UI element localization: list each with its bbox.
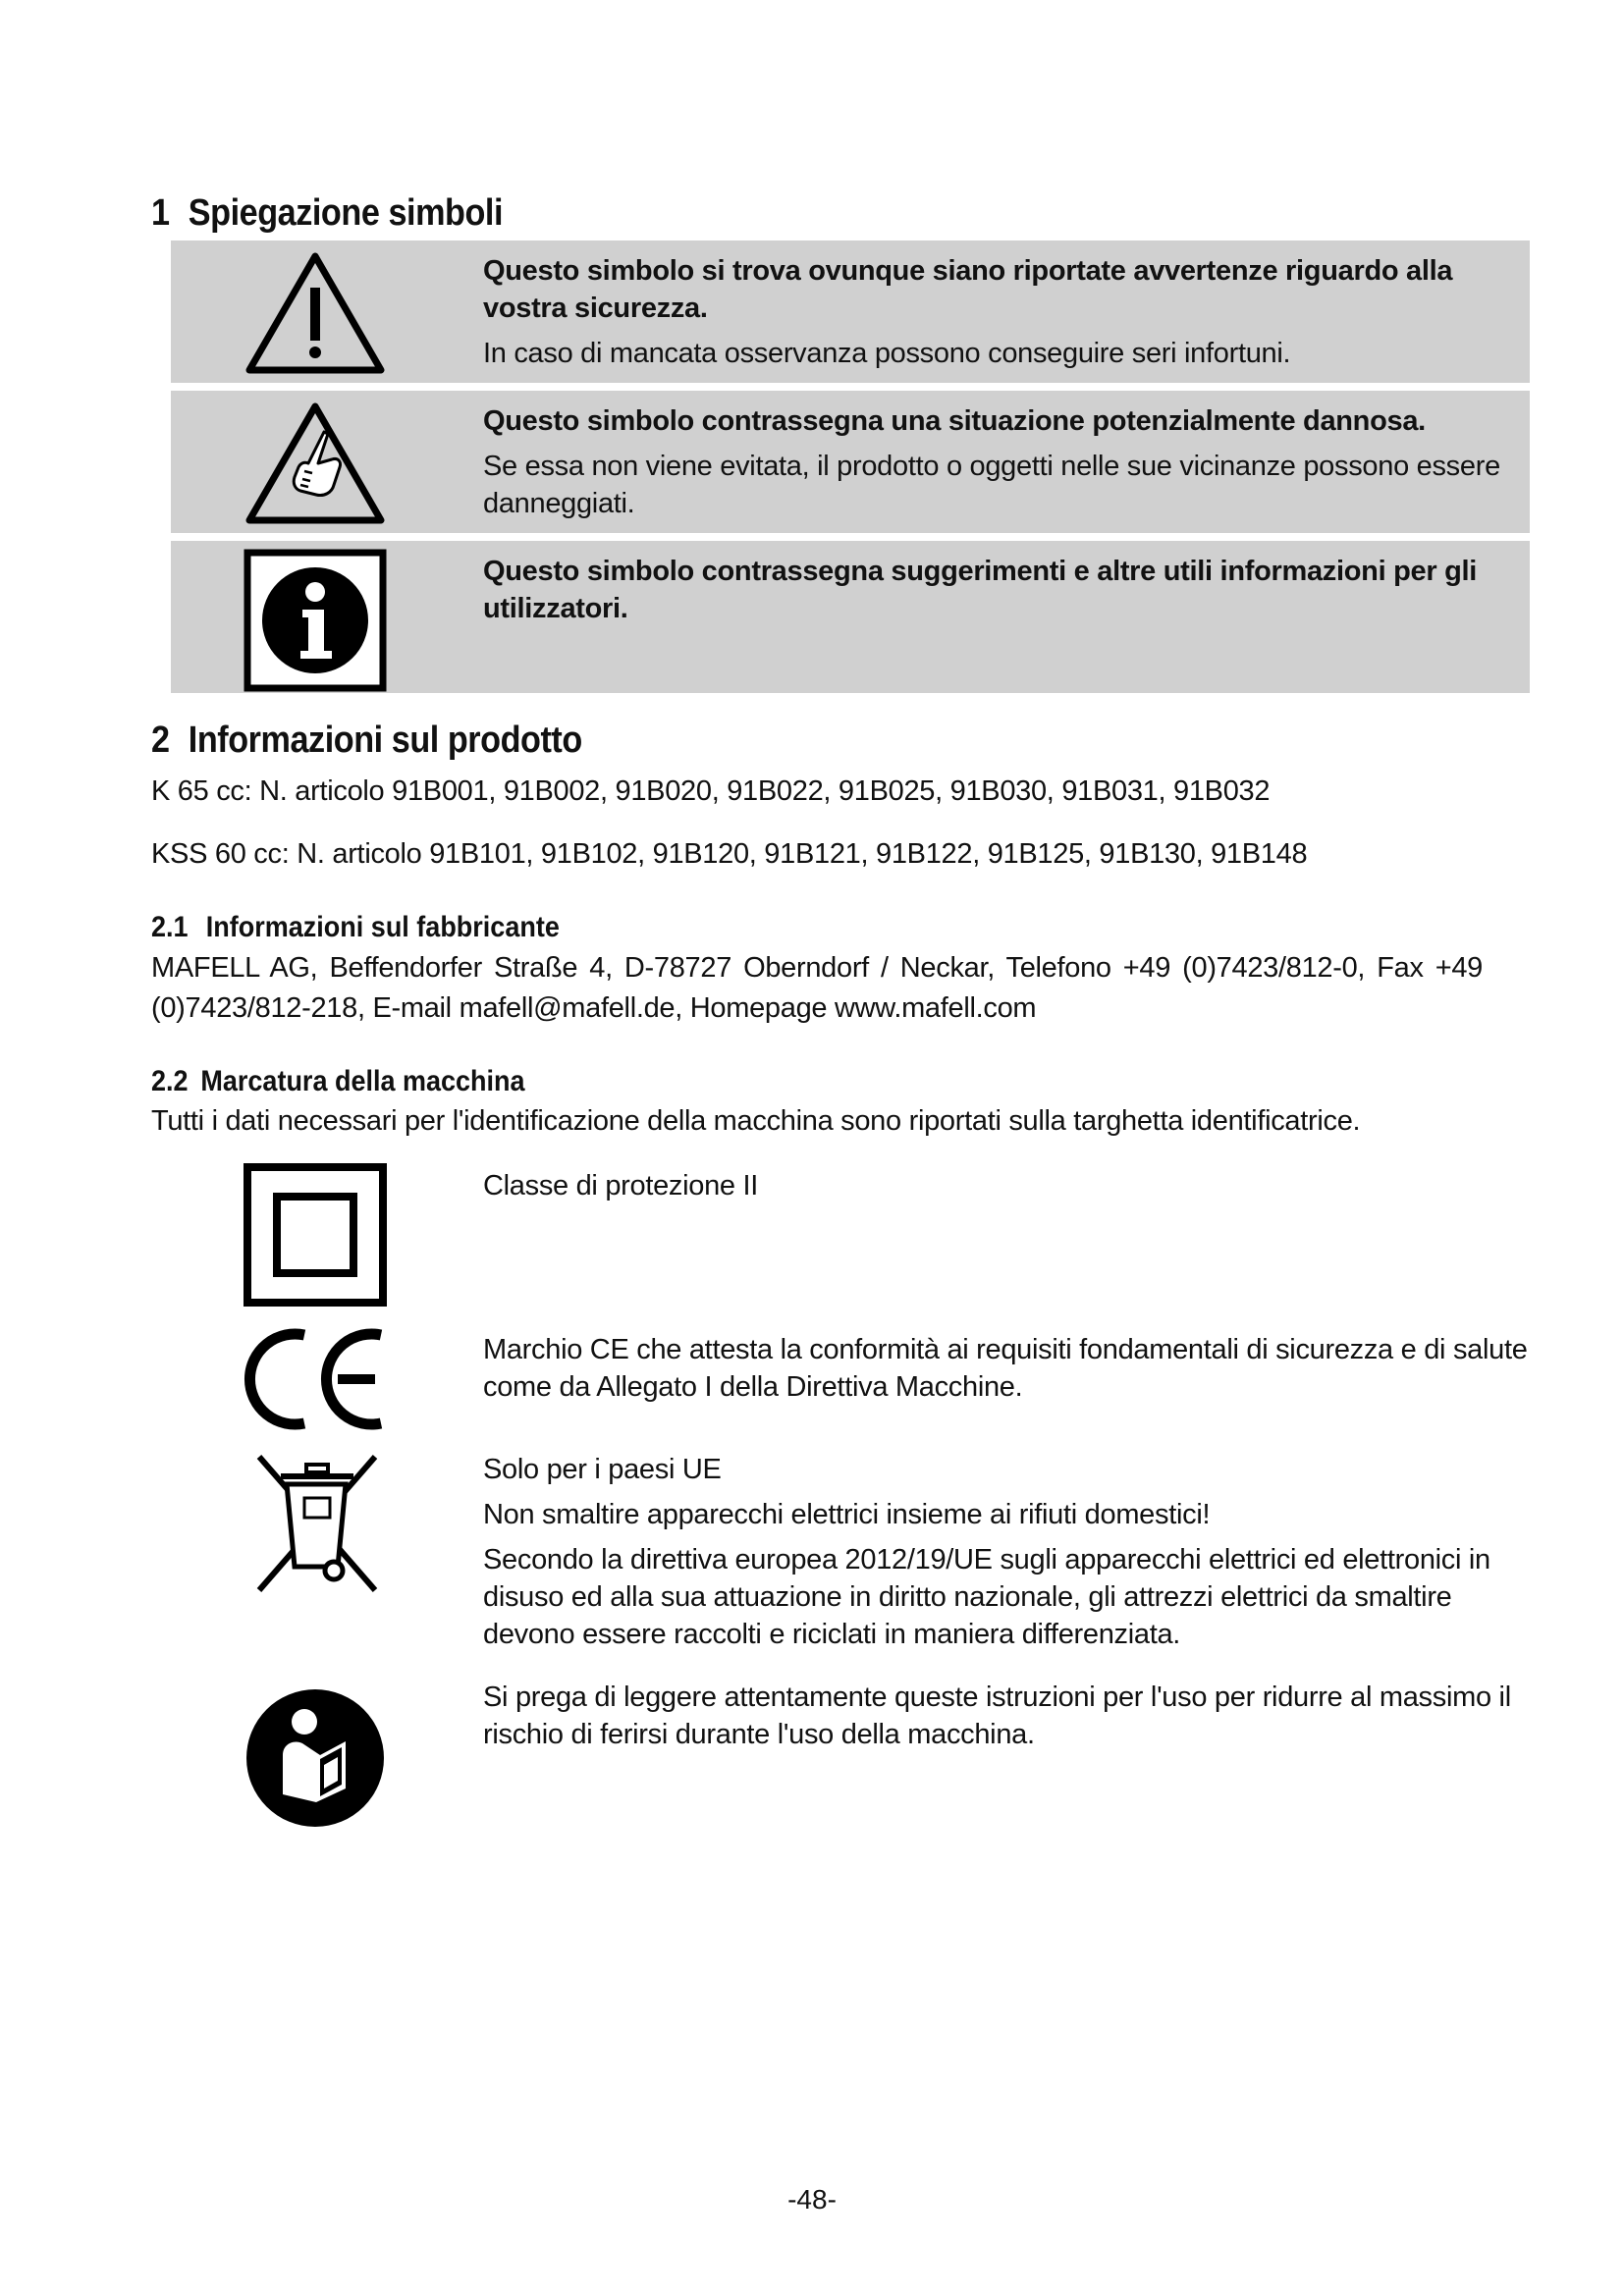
mark-line: Secondo la direttiva europea 2012/19/UE sugli apparecchi elettrici ed elettronici in disuso ed alla sua attuazione in diritto nazionale, gli attrezzi elettrici da smaltire devono essere raccolti e riciclati in maniera differenziata. bbox=[483, 1544, 1490, 1650]
section-number: 1 bbox=[151, 192, 170, 234]
section-1-heading bbox=[151, 192, 503, 235]
section-2-heading bbox=[151, 720, 582, 762]
mark-description bbox=[483, 1167, 1534, 1212]
crossed-bin-icon bbox=[249, 1451, 383, 1603]
symbol-description bbox=[483, 553, 1504, 627]
symbol-description bbox=[483, 252, 1504, 372]
manufacturer-info: MAFELL AG, Beffendorfer Straße 4, D-78727 Oberndorf / Neckar, Telefono +49 (0)7423/812-0, Fax +49 (0)7423/812-218, E-mail mafell@mafell.de, Homepage www.mafell.com bbox=[151, 952, 1483, 1024]
protection-class-ii-icon bbox=[244, 1163, 387, 1311]
symbol-bold-text: Questo simbolo contrassegna una situazione potenzialmente dannosa. bbox=[483, 405, 1426, 437]
mark-line: Si prega di leggere attentamente queste istruzioni per l'uso per ridurre al massimo il rischio di ferirsi durante l'uso della macchina. bbox=[483, 1682, 1511, 1750]
page-number: -48- bbox=[787, 2184, 837, 2215]
section-title: Spiegazione simboli bbox=[188, 192, 504, 234]
subsection-number: 2.1 bbox=[151, 911, 189, 943]
symbol-normal-text: In caso di mancata osservanza possono conseguire seri infortuni. bbox=[483, 338, 1291, 369]
symbol-normal-text: Se essa non viene evitata, il prodotto o oggetti nelle sue vicinanze possono essere danneggiati. bbox=[483, 451, 1500, 519]
symbol-row-info bbox=[171, 541, 1530, 693]
symbol-row-damage bbox=[171, 391, 1530, 533]
mark-weee bbox=[171, 1451, 1530, 1667]
mark-protection-class bbox=[171, 1163, 1530, 1310]
product-line-kss60: KSS 60 cc: N. articolo 91B101, 91B102, 91B120, 91B121, 91B122, 91B125, 91B130, 91B148 bbox=[151, 838, 1308, 870]
section-2-1-heading bbox=[151, 911, 560, 944]
mark-description bbox=[483, 1679, 1534, 1761]
section-number: 2 bbox=[151, 720, 170, 761]
read-manual-icon bbox=[244, 1686, 387, 1835]
mark-line: Non smaltire apparecchi elettrici insieme ai rifiuti domestici! bbox=[483, 1499, 1211, 1530]
symbol-bold-text: Questo simbolo si trova ovunque siano riportate avvertenze riguardo alla vostra sicurezza. bbox=[483, 255, 1453, 324]
subsection-title: Informazioni sul fabbricante bbox=[205, 911, 560, 943]
section-title: Informazioni sul prodotto bbox=[188, 720, 582, 761]
ce-mark-icon bbox=[244, 1325, 387, 1438]
subsection-number: 2.2 bbox=[151, 1065, 189, 1097]
mark-ce bbox=[171, 1325, 1530, 1443]
pointing-hand-triangle-icon bbox=[244, 399, 387, 531]
mark-line: Solo per i paesi UE bbox=[483, 1454, 722, 1485]
mark-description bbox=[483, 1451, 1534, 1661]
symbol-description bbox=[483, 402, 1504, 522]
mark-description bbox=[483, 1331, 1534, 1414]
mark-read-manual bbox=[171, 1677, 1530, 1824]
symbol-bold-text: Questo simbolo contrassegna suggerimenti e altre utili informazioni per gli utilizzatori. bbox=[483, 556, 1478, 624]
info-icon bbox=[244, 549, 387, 697]
mark-line: Classe di protezione II bbox=[483, 1170, 759, 1201]
product-line-k65: K 65 cc: N. articolo 91B001, 91B002, 91B020, 91B022, 91B025, 91B030, 91B031, 91B032 bbox=[151, 775, 1271, 807]
subsection-title: Marcatura della macchina bbox=[200, 1065, 525, 1097]
warning-triangle-icon bbox=[244, 248, 387, 381]
mark-line: Marchio CE che attesta la conformità ai requisiti fondamentali di sicurezza e di salute come da Allegato I della Direttiva Macchine. bbox=[483, 1334, 1528, 1403]
symbol-row-warning bbox=[171, 240, 1530, 383]
section-2-2-heading bbox=[151, 1065, 525, 1098]
marking-intro: Tutti i dati necessari per l'identificazione della macchina sono riportati sulla targhetta identificatrice. bbox=[151, 1105, 1361, 1137]
